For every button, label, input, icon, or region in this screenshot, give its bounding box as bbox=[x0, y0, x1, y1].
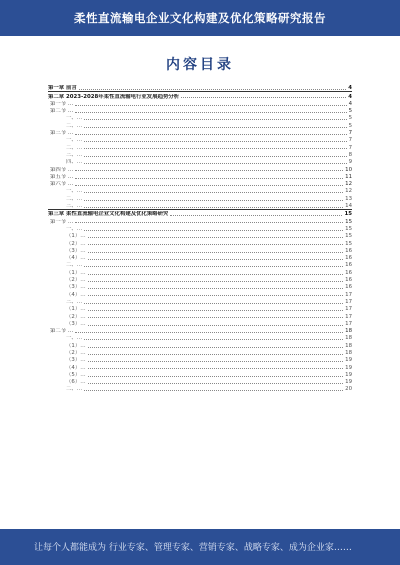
toc-entry[interactable] bbox=[48, 349, 352, 356]
toc-leader-dots bbox=[88, 383, 344, 384]
toc-entry-page: 18 bbox=[345, 335, 352, 342]
toc-leader-dots bbox=[84, 156, 346, 157]
toc-leader-dots bbox=[88, 237, 344, 238]
toc-entry-page: 18 bbox=[345, 328, 352, 335]
toc-entry-label: （6）… bbox=[66, 379, 86, 386]
toc-leader-dots bbox=[88, 376, 344, 377]
toc-entry[interactable] bbox=[48, 385, 352, 392]
toc-leader-dots bbox=[88, 295, 344, 296]
toc-entry[interactable] bbox=[48, 305, 352, 312]
toc-leader-dots bbox=[88, 354, 344, 355]
toc-entry-page: 7 bbox=[348, 137, 352, 144]
toc-entry-label: 三、… bbox=[66, 151, 83, 158]
report-title: 柔性直流输电企业文化构建及优化策略研究报告 bbox=[74, 11, 326, 25]
toc-leader-dots bbox=[84, 163, 346, 164]
toc-entry-label: （4）… bbox=[66, 255, 86, 262]
toc-entry[interactable] bbox=[48, 276, 352, 283]
toc-entry-label: （1）… bbox=[66, 269, 86, 276]
toc-entry[interactable] bbox=[48, 239, 352, 246]
toc-entry-label: （3）… bbox=[66, 320, 86, 327]
toc-entry[interactable] bbox=[48, 371, 352, 378]
toc-entry-label: （2）… bbox=[66, 240, 86, 247]
toc-entry[interactable] bbox=[48, 283, 352, 290]
toc-entry-label: 四、… bbox=[66, 159, 83, 166]
table-of-contents bbox=[48, 84, 352, 392]
toc-leader-dots bbox=[88, 317, 344, 318]
toc-leader-dots bbox=[170, 215, 342, 216]
toc-entry-label: （2）… bbox=[66, 349, 86, 356]
toc-entry-page: 8 bbox=[348, 151, 352, 158]
toc-entry-label: （2）… bbox=[66, 277, 86, 284]
toc-leader-dots bbox=[84, 303, 343, 304]
toc-leader-dots bbox=[84, 207, 343, 208]
toc-entry-label: 第一章 前言 bbox=[48, 85, 77, 92]
toc-entry-page: 16 bbox=[345, 247, 352, 254]
toc-entry-page: 20 bbox=[345, 386, 352, 393]
toc-entry-page: 14 bbox=[345, 203, 352, 210]
toc-entry[interactable] bbox=[48, 129, 352, 136]
toc-entry-page: 17 bbox=[345, 291, 352, 298]
toc-leader-dots bbox=[181, 97, 346, 98]
toc-entry[interactable] bbox=[48, 194, 352, 201]
toc-entry-label: （5）… bbox=[66, 371, 86, 378]
toc-entry-page: 16 bbox=[345, 284, 352, 291]
toc-entry[interactable] bbox=[48, 136, 352, 143]
toc-entry-label: 一、… bbox=[66, 188, 83, 195]
toc-entry-label: 第一节 … bbox=[50, 218, 74, 225]
toc-entry-label: 一、… bbox=[66, 115, 83, 122]
toc-leader-dots bbox=[84, 141, 346, 142]
toc-entry[interactable] bbox=[48, 312, 352, 319]
toc-leader-dots bbox=[88, 281, 344, 282]
toc-entry-page: 5 bbox=[348, 115, 352, 122]
toc-entry-label: 第二节 … bbox=[50, 108, 74, 115]
toc-entry[interactable] bbox=[48, 165, 352, 172]
toc-leader-dots bbox=[84, 390, 343, 391]
toc-entry[interactable] bbox=[48, 378, 352, 385]
toc-entry[interactable] bbox=[48, 91, 352, 99]
toc-entry[interactable] bbox=[48, 254, 352, 261]
toc-entry-page: 16 bbox=[345, 269, 352, 276]
toc-entry-page: 16 bbox=[345, 255, 352, 262]
toc-entry-page: 12 bbox=[345, 188, 352, 195]
toc-entry-page: 16 bbox=[345, 277, 352, 284]
toc-entry-page: 17 bbox=[345, 313, 352, 320]
toc-entry[interactable] bbox=[48, 261, 352, 268]
toc-entry-label: （1）… bbox=[66, 233, 86, 240]
toc-entry-page: 13 bbox=[345, 195, 352, 202]
toc-entry-page: 15 bbox=[345, 233, 352, 240]
toc-entry-label: （3）… bbox=[66, 247, 86, 254]
toc-entry-page: 19 bbox=[345, 357, 352, 364]
toc-entry-page: 7 bbox=[348, 130, 352, 137]
toc-entry-page: 15 bbox=[344, 211, 352, 218]
toc-entry-label: （4）… bbox=[66, 364, 86, 371]
toc-leader-dots bbox=[79, 89, 346, 90]
toc-leader-dots bbox=[84, 200, 343, 201]
toc-entry-page: 19 bbox=[345, 364, 352, 371]
footer-bar bbox=[0, 529, 400, 565]
toc-entry[interactable] bbox=[48, 158, 352, 165]
toc-leader-dots bbox=[88, 274, 344, 275]
toc-entry[interactable] bbox=[48, 209, 352, 217]
toc-entry[interactable] bbox=[48, 121, 352, 128]
toc-leader-dots bbox=[84, 266, 343, 267]
toc-leader-dots bbox=[75, 178, 343, 179]
toc-entry[interactable] bbox=[48, 247, 352, 254]
toc-leader-dots bbox=[84, 127, 346, 128]
toc-entry-label: 二、… bbox=[66, 262, 83, 269]
toc-entry-page: 7 bbox=[348, 144, 352, 151]
footer-slogan: 让每个人都能成为 行业专家、管理专家、营销专家、战略专家、成为企业家…… bbox=[34, 543, 352, 553]
toc-entry-page: 4 bbox=[348, 100, 352, 107]
toc-entry[interactable] bbox=[48, 334, 352, 341]
toc-entry-page: 5 bbox=[348, 122, 352, 129]
toc-entry-label: 三、… bbox=[66, 298, 83, 305]
toc-entry-label: （3）… bbox=[66, 357, 86, 364]
toc-entry-label: 第六节 … bbox=[50, 181, 74, 188]
toc-entry[interactable] bbox=[48, 320, 352, 327]
toc-entry-label: 第二章 2023-2028年柔性直流输电行业发展趋势分析 bbox=[48, 93, 180, 100]
toc-leader-dots bbox=[88, 347, 344, 348]
toc-entry[interactable] bbox=[48, 290, 352, 297]
toc-entry[interactable] bbox=[48, 114, 352, 121]
toc-leader-dots bbox=[84, 148, 346, 149]
toc-entry[interactable] bbox=[48, 173, 352, 180]
toc-entry[interactable] bbox=[48, 356, 352, 363]
report-header-bar bbox=[0, 0, 400, 36]
toc-entry[interactable] bbox=[48, 363, 352, 370]
toc-entry[interactable] bbox=[48, 100, 352, 107]
toc-entry-page: 15 bbox=[345, 218, 352, 225]
toc-entry-page: 15 bbox=[345, 225, 352, 232]
toc-entry-label: （1）… bbox=[66, 306, 86, 313]
toc-leader-dots bbox=[84, 119, 346, 120]
toc-entry-page: 5 bbox=[348, 108, 352, 115]
toc-entry-label: 二、… bbox=[66, 386, 83, 393]
toc-entry[interactable] bbox=[48, 107, 352, 114]
toc-entry[interactable] bbox=[48, 217, 352, 224]
toc-entry[interactable] bbox=[48, 232, 352, 239]
toc-entry-page: 10 bbox=[345, 166, 352, 173]
toc-entry[interactable] bbox=[48, 298, 352, 305]
toc-leader-dots bbox=[75, 332, 343, 333]
toc-leader-dots bbox=[75, 134, 346, 135]
toc-entry-label: （2）… bbox=[66, 313, 86, 320]
toc-leader-dots bbox=[88, 244, 344, 245]
toc-leader-dots bbox=[88, 368, 344, 369]
toc-leader-dots bbox=[84, 192, 343, 193]
toc-entry-page: 17 bbox=[345, 306, 352, 313]
toc-leader-dots bbox=[75, 185, 343, 186]
toc-entry[interactable] bbox=[48, 202, 352, 209]
toc-entry-page: 4 bbox=[348, 93, 352, 100]
toc-entry-label: （4）… bbox=[66, 291, 86, 298]
toc-leader-dots bbox=[75, 222, 343, 223]
toc-leader-dots bbox=[88, 288, 344, 289]
toc-entry-label: 二、… bbox=[66, 144, 83, 151]
toc-entry-page: 4 bbox=[348, 85, 352, 92]
toc-entry-label: 二、… bbox=[66, 122, 83, 129]
toc-leader-dots bbox=[84, 230, 343, 231]
toc-entry-label: 一、… bbox=[66, 137, 83, 144]
toc-entry-label: 一、… bbox=[66, 225, 83, 232]
toc-leader-dots bbox=[75, 170, 343, 171]
toc-entry-label: 第五节 … bbox=[50, 173, 74, 180]
toc-entry[interactable] bbox=[48, 225, 352, 232]
toc-entry[interactable] bbox=[48, 180, 352, 187]
toc-entry-label: 第一节 … bbox=[50, 100, 74, 107]
toc-entry-label: 第四节 … bbox=[50, 166, 74, 173]
toc-entry-label: 三、… bbox=[66, 203, 83, 210]
toc-heading: 内容目录 bbox=[166, 57, 234, 73]
toc-entry-page: 15 bbox=[345, 240, 352, 247]
toc-leader-dots bbox=[75, 112, 346, 113]
toc-entry-label: 一、… bbox=[66, 335, 83, 342]
toc-entry-page: 18 bbox=[345, 349, 352, 356]
toc-entry-label: 第三节 … bbox=[50, 130, 74, 137]
toc-entry-page: 16 bbox=[345, 262, 352, 269]
toc-entry-page: 9 bbox=[348, 159, 352, 166]
toc-entry-page: 17 bbox=[345, 320, 352, 327]
toc-leader-dots bbox=[75, 105, 346, 106]
toc-entry-page: 12 bbox=[345, 181, 352, 188]
toc-entry-page: 17 bbox=[345, 298, 352, 305]
toc-leader-dots bbox=[88, 259, 344, 260]
toc-entry-label: （1）… bbox=[66, 342, 86, 349]
toc-entry-page: 11 bbox=[345, 173, 352, 180]
toc-entry-label: （3）… bbox=[66, 284, 86, 291]
toc-leader-dots bbox=[84, 339, 343, 340]
toc-entry[interactable] bbox=[48, 341, 352, 348]
toc-entry[interactable] bbox=[48, 151, 352, 158]
toc-entry-label: 二、… bbox=[66, 195, 83, 202]
toc-entry[interactable] bbox=[48, 84, 352, 91]
toc-leader-dots bbox=[88, 310, 344, 311]
toc-entry-label: 第二节 … bbox=[50, 328, 74, 335]
toc-leader-dots bbox=[88, 325, 344, 326]
toc-entry[interactable] bbox=[48, 143, 352, 150]
toc-entry-page: 19 bbox=[345, 379, 352, 386]
toc-entry-page: 18 bbox=[345, 342, 352, 349]
toc-entry-label: 第三章 柔性直流输电企业文化构建及优化策略研究 bbox=[48, 211, 169, 218]
toc-entry[interactable] bbox=[48, 327, 352, 334]
toc-entry[interactable] bbox=[48, 187, 352, 194]
toc-entry-page: 19 bbox=[345, 371, 352, 378]
toc-leader-dots bbox=[88, 361, 344, 362]
toc-entry[interactable] bbox=[48, 268, 352, 275]
toc-leader-dots bbox=[88, 252, 344, 253]
